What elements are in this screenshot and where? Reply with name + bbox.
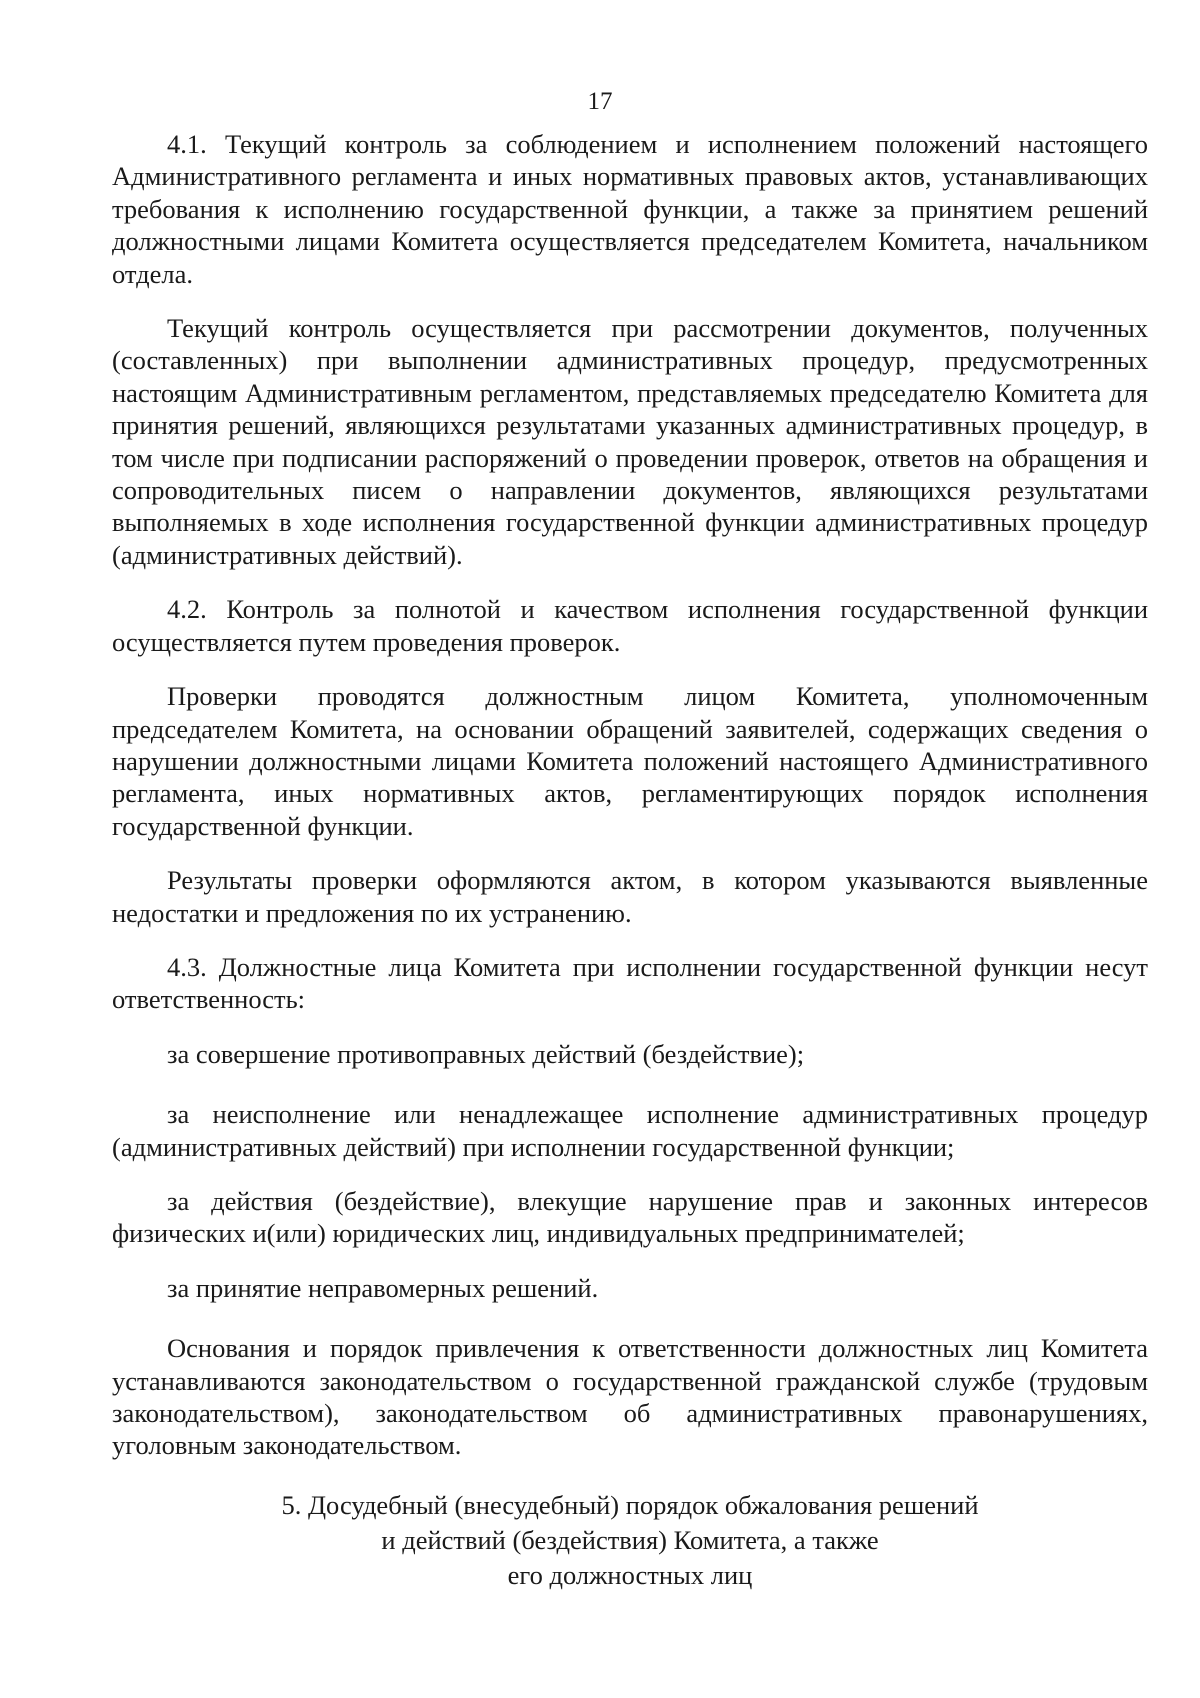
paragraph-liability-item-1: за совершение противоправных действий (бездействие); xyxy=(167,1038,805,1069)
section-heading-line-3: его должностных лиц xyxy=(507,1559,753,1590)
paragraph-4-1: 4.1. Текущий контроль за соблюдением и исполнением положений настоящего Административного регламента и иных нормативных правовых актов, устанавливающих требования к исполнению государственной функции, а также за принятием решений должностными лицами Комитета осуществляется председателем Комитета, начальником отдела. xyxy=(112,129,1148,289)
paragraph-4-3: 4.3. Должностные лица Комитета при исполнении государственной функции несут ответственность: xyxy=(112,951,1148,1015)
paragraph-liability-grounds: Основания и порядок привлечения к ответственности должностных лиц Комитета устанавливаются законодательством о государственной гражданской службе (трудовым законодательством), законодательством об административных правонарушениях, уголовным законодательством. xyxy=(112,1333,1148,1461)
section-heading-line-1: 5. Досудебный (внесудебный) порядок обжалования решений xyxy=(281,1489,979,1520)
page-number: 17 xyxy=(587,88,613,115)
section-heading-line-2: и действий (бездействия) Комитета, а также xyxy=(381,1524,879,1555)
document-body xyxy=(112,128,1148,1593)
paragraph-inspections: Проверки проводятся должностным лицом Комитета, уполномоченным председателем Комитета, на основании обращений заявителей, содержащих сведения о нарушении должностными лицами Комитета положений настоящего Административного регламента, иных нормативных актов, регламентирующих порядок исполнения государственной функции. xyxy=(112,681,1148,841)
paragraph-4-2: 4.2. Контроль за полнотой и качеством исполнения государственной функции осуществляется путем проведения проверок. xyxy=(112,594,1148,657)
paragraph-liability-item-4: за принятие неправомерных решений. xyxy=(167,1272,599,1303)
paragraph-inspection-results: Результаты проверки оформляются актом, в котором указываются выявленные недостатки и предложения по их устранению. xyxy=(112,865,1148,928)
paragraph-liability-item-2: за неисполнение или ненадлежащее исполнение административных процедур (административных действий) при исполнении государственной функции; xyxy=(112,1099,1148,1162)
paragraph-current-control: Текущий контроль осуществляется при рассмотрении документов, полученных (составленных) при выполнении административных процедур, предусмотренных настоящим Административным регламентом, представляемых председателю Комитета для принятия решений, являющихся результатами указанных административных процедур, в том числе при подписании распоряжений о проведении проверок, ответов на обращения и сопроводительных писем о направлении документов, являющихся результатами выполняемых в ходе исполнения государственной функции административных процедур (административных действий). xyxy=(112,313,1148,570)
paragraph-liability-item-3: за действия (бездействие), влекущие нарушение прав и законных интересов физических и(или) юридических лиц, индивидуальных предпринимателей; xyxy=(112,1185,1148,1249)
section-5-heading xyxy=(112,1488,1148,1593)
